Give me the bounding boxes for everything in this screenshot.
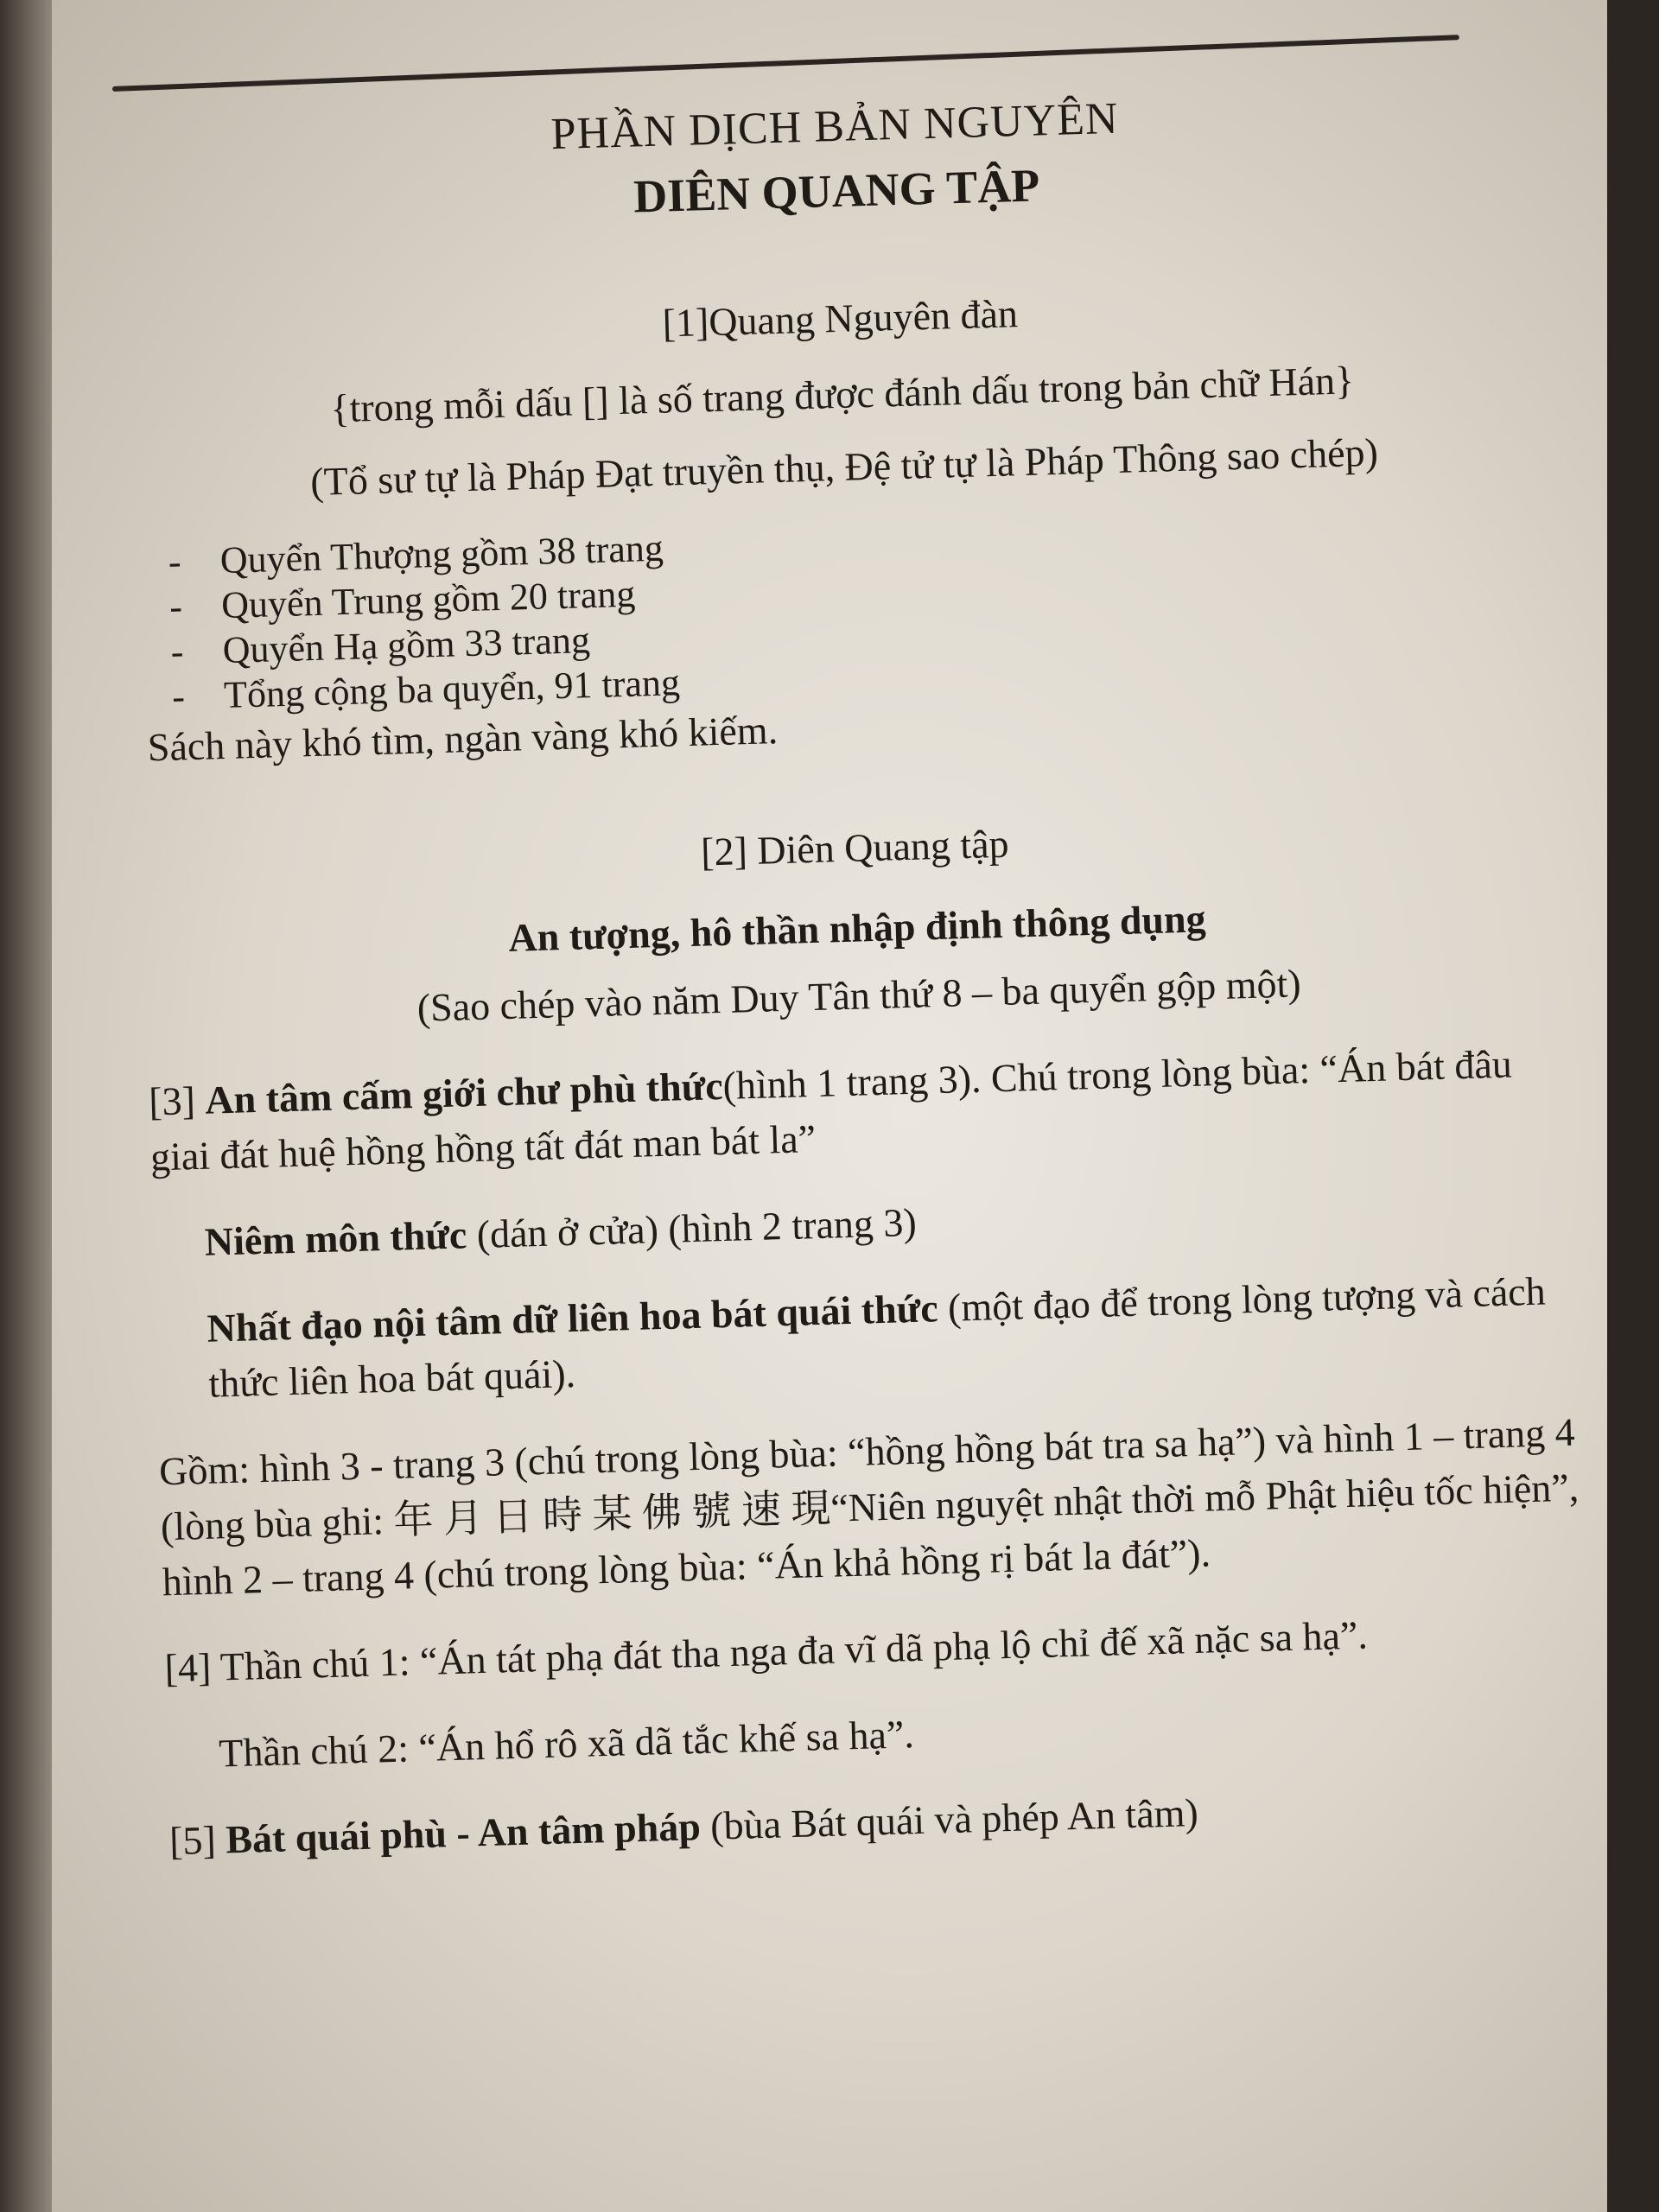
book-gutter [0,0,52,2212]
nhatdao-paragraph [155,1262,1583,1413]
book-page [52,0,1607,2212]
niem-paragraph [152,1176,1579,1271]
section4-line1: [4] Thần chú 1: “Án tát phạ đát tha nga đa vĩ dã phạ lộ chỉ đế xã nặc sa hạ”. [163,1612,1369,1691]
section3-text: (hình 1 trang 3). Chú trong lòng bùa: “Án bát đâu giai đát huệ hồng hồng tất đát man bát la” [149,1041,1513,1179]
nhatdao-bold: Nhất đạo nội tâm dữ liên hoa bát quái thức [206,1286,939,1351]
list-item: - Quyển Hạ gồm 33 trang [170,591,1562,675]
section2-note: (Sao chép vào năm Duy Tân thứ 8 – ba quyển gộp một) [416,961,1302,1030]
niem-text: (dán ở cửa) (hình 2 trang 3) [466,1199,918,1257]
section1-note: {trong mỗi dấu [] là số trang được đánh dấu trong bản chữ Hán} [329,358,1355,431]
page-title: PHẦN DỊCH BẢN NGUYÊN [550,93,1120,160]
niem-bold: Niêm môn thức [204,1212,467,1264]
section1-credit: (Tổ sư tự là Pháp Đạt truyền thụ, Đệ tử tự là Pháp Thông sao chép) [309,429,1379,505]
page-subtitle: DIÊN QUANG TẬP [632,159,1040,223]
section5-text: (bùa Bát quái và phép An tâm) [700,1789,1199,1849]
gom-paragraph: Gồm: hình 3 - trang 3 (chú trong lòng bùa: “hồng hồng bát tra sa hạ”) và hình 1 – trang 4 (lòng bùa ghi: 年 月 日 時 某 佛 號 速 現“Niên nguyệt nhật thời mỗ Phật hiệu tốc hiện”, hình 2 – trang 4 (chú trong lòng bùa: “Án khả hồng rị bát la đát”). [158,1409,1580,1605]
page-content [121,64,1595,1869]
section5-paragraph [168,1774,1595,1869]
section4-line2: Thần chú 2: “Án hổ rô xã dã tắc khế sa hạ”. [218,1712,915,1776]
list-item: - Quyển Trung gồm 20 trang [169,546,1561,630]
section3-number: [3] [148,1078,196,1124]
section3-bold: An tâm cấm giới chư phù thức [204,1064,724,1122]
section2-heading: [2] Diên Quang tập [700,821,1010,874]
section3-paragraph [148,1034,1576,1185]
section1-heading: [1]Quang Nguyên đàn [661,291,1019,346]
section5-bold: Bát quái phù - An tâm pháp [225,1804,702,1862]
section2-title: An tượng, hô thần nhập định thông dụng [507,896,1207,960]
list-item: - Quyển Thượng gồm 38 trang [168,501,1560,585]
list-item: - Tổng cộng ba quyển, 91 trang [171,636,1563,720]
nhatdao-text: (một đạo để trong lòng tượng và cách thức liên hoa bát quái). [207,1268,1547,1406]
section1-closing: Sách này khó tìm, ngàn vàng khó kiếm. [147,708,779,770]
section5-number: [5] [168,1817,217,1864]
